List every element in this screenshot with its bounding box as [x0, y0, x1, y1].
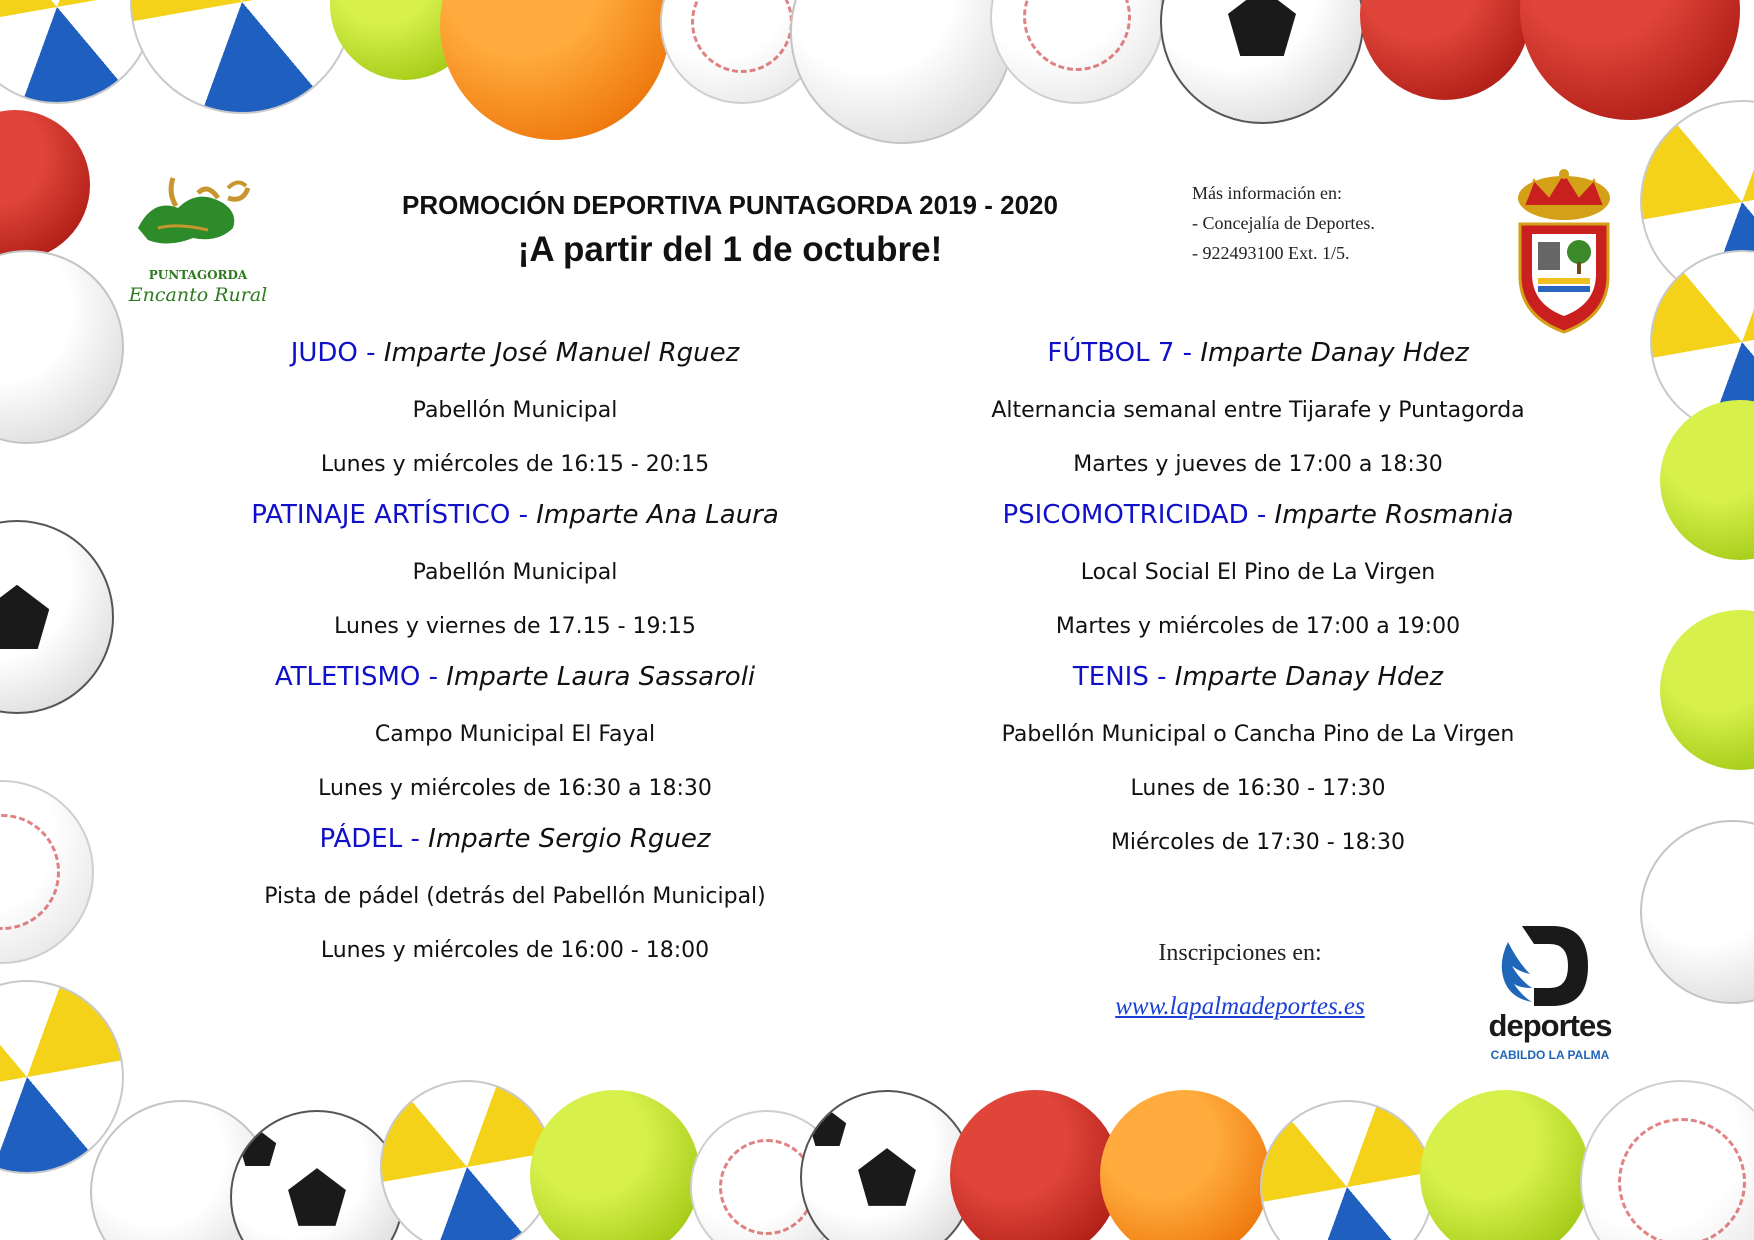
sport-name: ATLETISMO — [274, 662, 421, 692]
tennis-ball-image — [1420, 1090, 1590, 1240]
tennis-ball-image — [530, 1090, 700, 1240]
volleyball-image — [380, 1080, 554, 1240]
info-block — [1192, 178, 1375, 268]
volleyball-image — [0, 250, 124, 444]
activity-futbol7 — [928, 330, 1588, 492]
title-separator: - — [1148, 662, 1175, 692]
title-separator: - — [1248, 500, 1275, 530]
sport-name: FÚTBOL 7 — [1047, 338, 1175, 368]
soccer-ball-image — [230, 1110, 404, 1240]
baseball-image — [990, 0, 1164, 104]
cricket-ball-image — [1520, 0, 1740, 120]
basketball-image — [1100, 1090, 1270, 1240]
activity-patinaje — [185, 492, 845, 654]
title-separator: - — [510, 500, 537, 530]
puntagorda-logo — [118, 168, 278, 318]
activities-right-column — [928, 330, 1588, 870]
sport-name: PSICOMOTRICIDAD — [1002, 500, 1249, 530]
activity-title — [928, 330, 1588, 384]
page-title: PROMOCIÓN DEPORTIVA PUNTAGORDA 2019 - 2020 — [402, 190, 1058, 220]
activity-place: Pabellón Municipal o Cancha Pino de La Virgen — [1001, 722, 1515, 747]
sport-name: TENIS — [1072, 662, 1149, 692]
activity-schedule: Lunes y miércoles de 16:30 a 18:30 — [318, 776, 712, 801]
activity-schedule: Lunes y viernes de 17.15 - 19:15 — [334, 614, 696, 639]
activity-place: Campo Municipal El Fayal — [374, 722, 656, 747]
activity-place: Pista de pádel (detrás del Pabellón Municipal) — [264, 884, 766, 909]
teacher-name: Imparte José Manuel Rguez — [383, 338, 740, 368]
teacher-name: Imparte Ana Laura — [536, 500, 779, 530]
activity-schedule: Martes y jueves de 17:00 a 18:30 — [1073, 452, 1443, 477]
teacher-name: Imparte Danay Hdez — [1174, 662, 1444, 692]
activity-title — [185, 816, 845, 870]
title-separator: - — [357, 338, 384, 368]
volleyball-image — [130, 0, 354, 114]
cricket-ball-image — [1360, 0, 1530, 100]
activities-left-column — [185, 330, 845, 978]
logo-right-word: deportes — [1488, 1008, 1612, 1043]
activity-padel — [185, 816, 845, 978]
inscriptions-link[interactable]: www.lapalmadeportes.es — [1115, 993, 1365, 1020]
cricket-ball-image — [950, 1090, 1120, 1240]
activity-schedule: Martes y miércoles de 17:00 a 19:00 — [1055, 614, 1461, 639]
volleyball-image — [1640, 820, 1754, 1004]
activity-judo — [185, 330, 845, 492]
info-line: Más información en: — [1192, 183, 1342, 203]
activity-place: Alternancia semanal entre Tijarafe y Puntagorda — [991, 398, 1525, 423]
sport-name: PATINAJE ARTÍSTICO — [251, 500, 511, 530]
baseball-image — [1580, 1080, 1754, 1240]
activity-schedule: Lunes y miércoles de 16:00 - 18:00 — [320, 938, 710, 963]
page-subtitle: ¡A partir del 1 de octubre! — [517, 230, 943, 269]
logo-right-cabildo: CABILDO LA PALMA — [1490, 1048, 1610, 1062]
activity-place: Local Social El Pino de La Virgen — [1080, 560, 1436, 585]
teacher-name: Imparte Danay Hdez — [1200, 338, 1469, 368]
info-line: - 922493100 Ext. 1/5. — [1192, 243, 1350, 263]
activity-schedule: Lunes de 16:30 - 17:30 — [1130, 776, 1386, 801]
soccer-ball-image — [800, 1090, 974, 1240]
activity-place: Pabellón Municipal — [412, 398, 618, 423]
activity-schedule: Miércoles de 17:30 - 18:30 — [1110, 830, 1406, 855]
municipal-crest — [1514, 166, 1614, 336]
basketball-image — [440, 0, 670, 140]
activity-schedule: Lunes y miércoles de 16:15 - 20:15 — [320, 452, 710, 477]
deportes-logo-mark — [1460, 922, 1640, 1012]
baseball-image — [0, 780, 94, 964]
tennis-ball-image — [1660, 400, 1754, 560]
teacher-name: Imparte Sergio Rguez — [428, 824, 711, 854]
info-line: - Concejalía de Deportes. — [1192, 213, 1375, 233]
cricket-ball-image — [0, 110, 90, 260]
sport-name: JUDO — [290, 338, 358, 368]
sport-name: PÁDEL — [319, 824, 403, 854]
activity-title — [185, 330, 845, 384]
logo-left-line1: PUNTAGORDA — [148, 268, 248, 282]
crest-icon — [1514, 166, 1614, 336]
deportes-cabildo-logo — [1460, 922, 1640, 1072]
title-separator: - — [420, 662, 447, 692]
logo-left-line2: Encanto Rural — [128, 284, 268, 306]
teacher-name: Imparte Laura Sassaroli — [446, 662, 756, 692]
activity-title — [185, 492, 845, 546]
tennis-ball-image — [1660, 610, 1754, 770]
inscriptions-label: Inscripciones en: — [1158, 940, 1322, 966]
teacher-name: Imparte Rosmania — [1274, 500, 1514, 530]
volleyball-image — [1260, 1100, 1434, 1240]
activity-title — [185, 654, 845, 708]
activity-place: Pabellón Municipal — [412, 560, 618, 585]
title-separator: - — [402, 824, 429, 854]
activity-atletismo — [185, 654, 845, 816]
soccer-ball-image — [0, 520, 114, 714]
volleyball-image — [790, 0, 1014, 144]
title-separator: - — [1174, 338, 1201, 368]
activity-title — [928, 492, 1588, 546]
soccer-ball-image — [1160, 0, 1364, 124]
activity-title — [928, 654, 1588, 708]
activity-tenis — [928, 654, 1588, 870]
puntagorda-logo-mark — [118, 168, 278, 268]
activity-psicomotricidad — [928, 492, 1588, 654]
